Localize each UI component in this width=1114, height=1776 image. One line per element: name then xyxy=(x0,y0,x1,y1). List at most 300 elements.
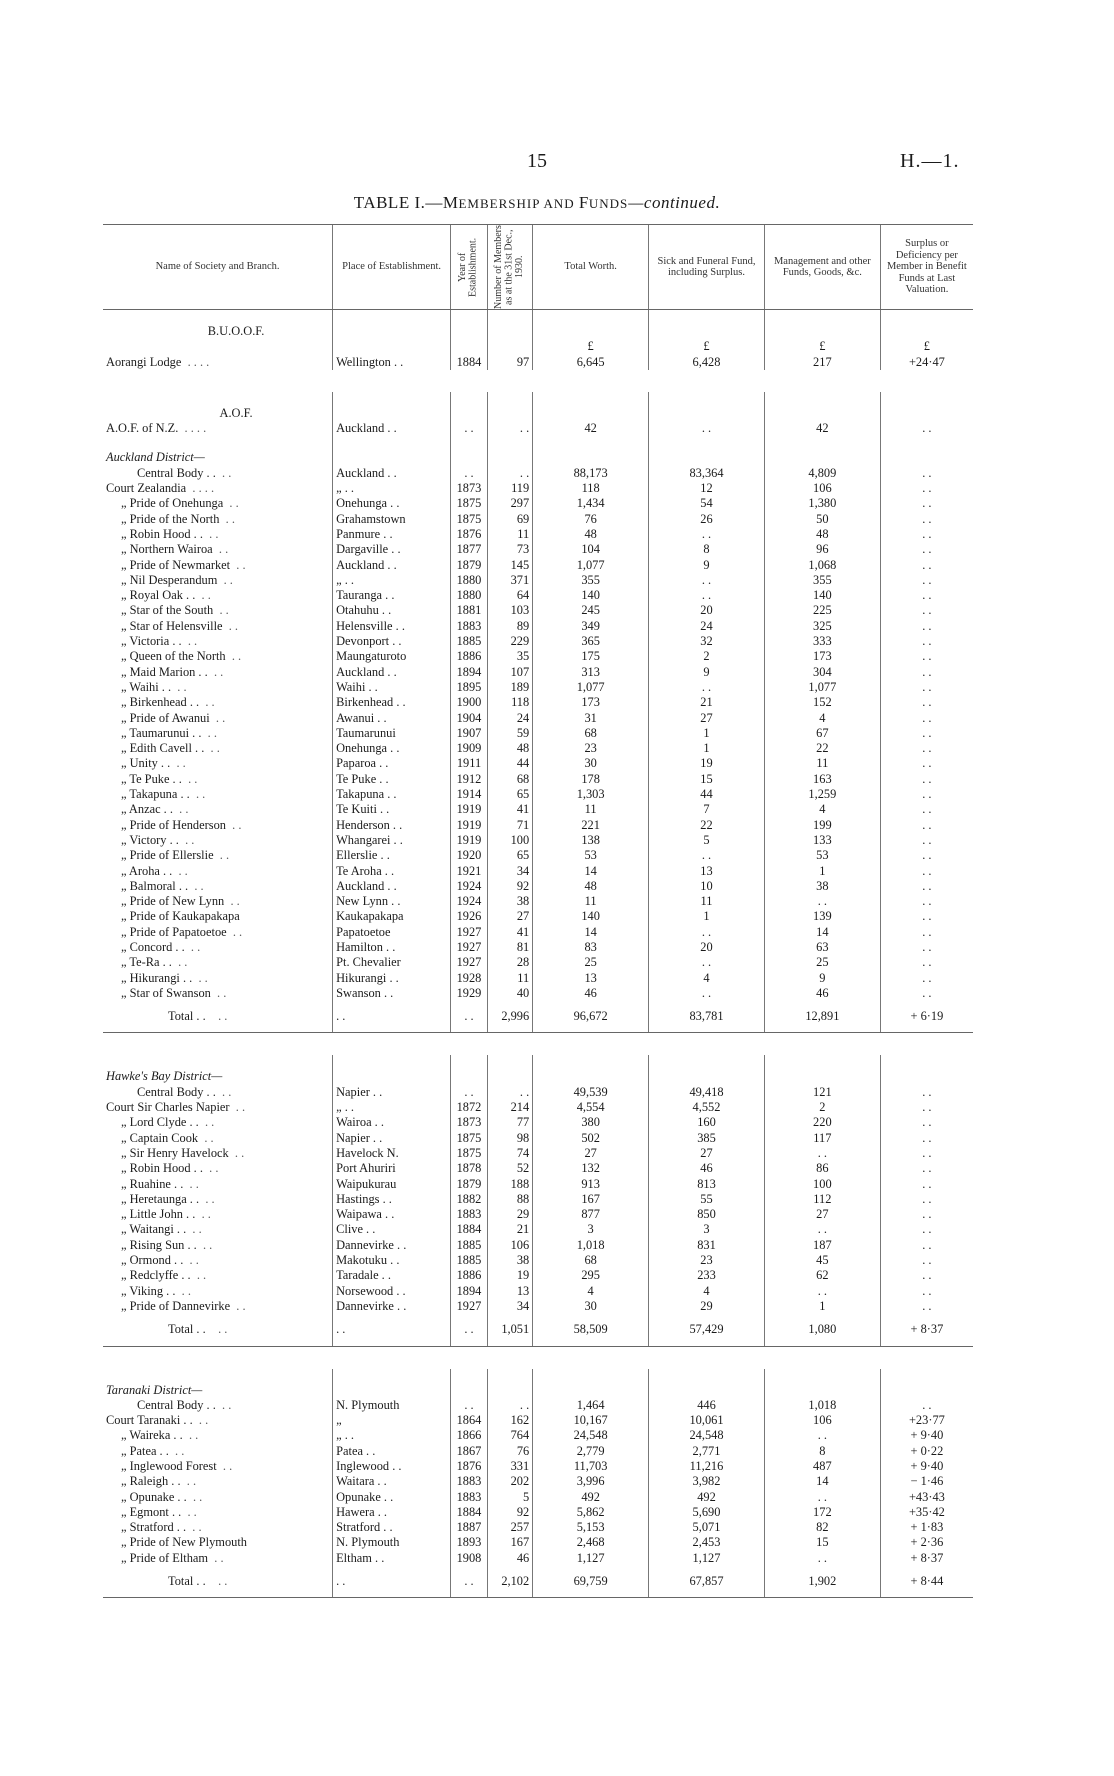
cell-mgmt: 4,809 xyxy=(764,466,880,481)
cell-sick: 9 xyxy=(649,665,765,680)
cell-worth: 1,127 xyxy=(533,1551,649,1566)
cell-mgmt: 14 xyxy=(764,925,880,940)
cell-place: Clive . . xyxy=(333,1222,451,1237)
cell-worth: 140 xyxy=(533,909,649,924)
cell-year: 1866 xyxy=(451,1428,488,1443)
leader-dots: . . xyxy=(198,970,208,985)
total-row xyxy=(103,1001,973,1033)
leader-dots: . . xyxy=(209,1161,219,1176)
cell-sick: 8 xyxy=(649,542,765,557)
table-title xyxy=(0,193,1074,213)
cell-worth: 4 xyxy=(533,1284,649,1299)
cell-place: Te Puke . . xyxy=(333,772,451,787)
cell-year: 1879 xyxy=(451,1177,488,1192)
header-place: Place of Establishment. xyxy=(333,225,451,310)
leader-dots: . . xyxy=(222,465,232,480)
cell-sick: 4 xyxy=(649,1284,765,1299)
branch-name-cell xyxy=(103,1238,333,1253)
table-row xyxy=(103,1299,973,1314)
cell-sick: 3 xyxy=(649,1222,765,1237)
cell-mgmt: 121 xyxy=(764,1085,880,1100)
cell-place: „ . . xyxy=(333,1100,451,1115)
district-heading-row xyxy=(103,436,973,465)
total-label: Total . . xyxy=(168,1009,206,1024)
total-members: 2,996 xyxy=(487,1001,532,1033)
cell-year: 1928 xyxy=(451,971,488,986)
cell-mgmt: 8 xyxy=(764,1444,880,1459)
cell-surplus: . . xyxy=(880,1146,973,1161)
cell-members: 52 xyxy=(487,1161,532,1176)
empty-cell xyxy=(487,1055,532,1084)
cell-year: 1885 xyxy=(451,1253,488,1268)
branch-name-cell xyxy=(103,496,333,511)
cell-surplus: +24·47 xyxy=(880,355,973,370)
cell-members: 11 xyxy=(487,971,532,986)
branch-name-cell xyxy=(103,1490,333,1505)
leader-dots: . . xyxy=(229,496,239,511)
branch-name: Captain Cook xyxy=(129,1130,199,1145)
empty-cell xyxy=(451,310,488,340)
table-row xyxy=(103,1115,973,1130)
table-row xyxy=(103,1131,973,1146)
cell-members: 214 xyxy=(487,1100,532,1115)
table-row xyxy=(103,894,973,909)
branch-prefix: „ xyxy=(121,1550,127,1565)
cell-members: 118 xyxy=(487,695,532,710)
empty-cell xyxy=(333,392,451,421)
cell-place: Swanson . . xyxy=(333,986,451,1001)
branch-prefix: „ xyxy=(121,802,127,817)
cell-surplus: . . xyxy=(880,848,973,863)
cell-year: 1920 xyxy=(451,848,488,863)
leader-dots: . . xyxy=(185,832,195,847)
leader-dots: . . xyxy=(228,618,239,633)
branch-prefix: „ xyxy=(121,588,127,603)
cell-sick: 9 xyxy=(649,558,765,573)
cell-place: Grahamstown xyxy=(333,512,451,527)
leader-dots: . . xyxy=(223,572,233,587)
empty-cell xyxy=(487,392,532,421)
branch-prefix: „ xyxy=(121,1130,127,1145)
branch-name: Victory . . xyxy=(129,832,179,847)
leader-dots: . . xyxy=(205,695,215,710)
cell-worth: 31 xyxy=(533,711,649,726)
cell-mgmt: 50 xyxy=(764,512,880,527)
cell-mgmt: 27 xyxy=(764,1207,880,1222)
branch-prefix: Court xyxy=(106,481,135,496)
leader-dots: . . . . xyxy=(184,421,207,436)
cell-surplus: + 0·22 xyxy=(880,1444,973,1459)
cell-sick: 22 xyxy=(649,818,765,833)
table-row xyxy=(103,1474,973,1489)
cell-worth: 877 xyxy=(533,1207,649,1222)
table-title-main: TABLE I.—M xyxy=(353,193,459,212)
cell-year: 1919 xyxy=(451,833,488,848)
branch-prefix: „ xyxy=(121,1298,127,1313)
cell-surplus: . . xyxy=(880,772,973,787)
cell-sick: 2 xyxy=(649,649,765,664)
table-title-funds: UNDS xyxy=(588,196,629,211)
cell-place: Wairoa . . xyxy=(333,1115,451,1130)
table-row xyxy=(103,634,973,649)
branch-prefix: Court xyxy=(106,1100,135,1115)
cell-surplus: . . xyxy=(880,818,973,833)
branch-prefix: „ xyxy=(121,863,127,878)
branch-prefix: „ xyxy=(121,756,127,771)
branch-name: Anzac . . xyxy=(128,802,173,817)
branch-prefix: „ xyxy=(121,1176,127,1191)
cell-mgmt: 325 xyxy=(764,619,880,634)
cell-members: 29 xyxy=(487,1207,532,1222)
branch-prefix: „ xyxy=(121,618,127,633)
cell-mgmt: 38 xyxy=(764,879,880,894)
branch-name: Heretaunga . . xyxy=(129,1191,200,1206)
table-row xyxy=(103,787,973,802)
cell-sick: . . xyxy=(649,955,765,970)
branch-name: Zealandia xyxy=(137,481,187,496)
cell-worth: 48 xyxy=(533,879,649,894)
table-title-membership: EMBERSHIP AND xyxy=(458,196,579,211)
cell-surplus: . . xyxy=(880,558,973,573)
cell-sick: 13 xyxy=(649,864,765,879)
branch-name-cell xyxy=(103,1161,333,1176)
district-name: Taranaki District— xyxy=(106,1382,203,1397)
cell-year: 1885 xyxy=(451,1238,488,1253)
cell-year: 1883 xyxy=(451,1474,488,1489)
leader-dots: . . xyxy=(201,1207,211,1222)
cell-place: Paparoa . . xyxy=(333,756,451,771)
leader-dots: . . xyxy=(209,526,219,541)
branch-name: Pride of Papatoetoe xyxy=(129,924,227,939)
spacer-cell xyxy=(103,1346,973,1369)
cell-worth: 14 xyxy=(533,925,649,940)
empty-cell xyxy=(649,392,765,421)
cell-place: Hastings . . xyxy=(333,1192,451,1207)
table-row xyxy=(103,1428,973,1443)
cell-mgmt: 86 xyxy=(764,1161,880,1176)
cell-place: Auckland . . xyxy=(333,421,451,436)
branch-name: Taranaki . . xyxy=(137,1413,193,1428)
table-row xyxy=(103,1413,973,1428)
cell-year: 1926 xyxy=(451,909,488,924)
cell-year: 1872 xyxy=(451,1100,488,1115)
cell-year: 1875 xyxy=(451,496,488,511)
cell-year: 1875 xyxy=(451,512,488,527)
table-row xyxy=(103,940,973,955)
cell-surplus: . . xyxy=(880,726,973,741)
branch-name-cell xyxy=(103,879,333,894)
branch-name: Stratford . . xyxy=(129,1520,187,1535)
cell-sick: 4,552 xyxy=(649,1100,765,1115)
branch-prefix: „ xyxy=(121,1207,127,1222)
cell-place: Devonport . . xyxy=(333,634,451,649)
cell-worth: 380 xyxy=(533,1115,649,1130)
total-mgmt: 1,902 xyxy=(764,1566,880,1598)
cell-sick: 32 xyxy=(649,634,765,649)
cell-year: 1909 xyxy=(451,741,488,756)
cell-sick: 1 xyxy=(649,909,765,924)
cell-mgmt: 42 xyxy=(764,421,880,436)
cell-members: 119 xyxy=(487,481,532,496)
leader-dots: . . xyxy=(236,1298,246,1313)
cell-surplus: . . xyxy=(880,1284,973,1299)
cell-sick: 10 xyxy=(649,879,765,894)
branch-name: Birkenhead . . xyxy=(129,695,200,710)
cell-sick: 233 xyxy=(649,1268,765,1283)
cell-year: 1924 xyxy=(451,894,488,909)
cell-sick: 49,418 xyxy=(649,1085,765,1100)
cell-surplus: . . xyxy=(880,802,973,817)
cell-mgmt: 53 xyxy=(764,848,880,863)
branch-name-cell xyxy=(103,649,333,664)
cell-mgmt: 106 xyxy=(764,1413,880,1428)
cell-surplus: . . xyxy=(880,680,973,695)
branch-name: Te-Ra . . xyxy=(129,955,172,970)
empty-cell xyxy=(880,392,973,421)
branch-prefix: „ xyxy=(121,1443,127,1458)
leader-dots: . . xyxy=(190,939,201,954)
cell-year: 1885 xyxy=(451,634,488,649)
branch-prefix: „ xyxy=(121,725,127,740)
branch-name-cell xyxy=(103,588,333,603)
cell-sick: 27 xyxy=(649,1146,765,1161)
total-members: 1,051 xyxy=(487,1314,532,1346)
cell-members: 167 xyxy=(487,1535,532,1550)
branch-name: Star of Helensville xyxy=(129,618,223,633)
cell-sick: 26 xyxy=(649,512,765,527)
cell-sick: 11 xyxy=(649,894,765,909)
branch-name-cell xyxy=(103,1474,333,1489)
table-row xyxy=(103,421,973,436)
cell-sick: 1 xyxy=(649,741,765,756)
total-surplus: + 8·37 xyxy=(880,1314,973,1346)
cell-place: Opunake . . xyxy=(333,1490,451,1505)
cell-members: 11 xyxy=(487,527,532,542)
cell-year: 1873 xyxy=(451,481,488,496)
cell-sick: 6,428 xyxy=(649,355,765,370)
cell-mgmt: 62 xyxy=(764,1268,880,1283)
cell-place: N. Plymouth xyxy=(333,1535,451,1550)
cell-year: 1895 xyxy=(451,680,488,695)
empty-cell xyxy=(764,1055,880,1084)
cell-worth: 11 xyxy=(533,894,649,909)
cell-members: 41 xyxy=(487,802,532,817)
cell-sick: . . xyxy=(649,925,765,940)
branch-prefix: „ xyxy=(121,710,127,725)
cell-mgmt: 217 xyxy=(764,355,880,370)
header-sick-funeral: Sick and Funeral Fund, including Surplus. xyxy=(649,225,765,310)
cell-worth: 14 xyxy=(533,864,649,879)
cell-worth: 1,303 xyxy=(533,787,649,802)
empty-cell xyxy=(451,339,488,354)
cell-mgmt: 82 xyxy=(764,1520,880,1535)
cell-worth: 11 xyxy=(533,802,649,817)
branch-name-cell xyxy=(103,711,333,726)
cell-sick: 55 xyxy=(649,1192,765,1207)
cell-members: 65 xyxy=(487,848,532,863)
branch-name-cell xyxy=(103,1085,333,1100)
table-row xyxy=(103,925,973,940)
branch-name-cell xyxy=(103,1268,333,1283)
table-row xyxy=(103,1207,973,1222)
header-year xyxy=(451,225,488,310)
cell-sick: 19 xyxy=(649,756,765,771)
table-row xyxy=(103,603,973,618)
leader-dots: . . xyxy=(219,848,230,863)
cell-place: Tauranga . . xyxy=(333,588,451,603)
branch-name-cell xyxy=(103,1413,333,1428)
branch-name-cell xyxy=(103,925,333,940)
empty-cell xyxy=(649,436,765,465)
leader-dots: . . xyxy=(213,664,224,679)
cell-worth: 49,539 xyxy=(533,1085,649,1100)
cell-sick: 21 xyxy=(649,695,765,710)
cell-members: 89 xyxy=(487,619,532,634)
cell-mgmt: 163 xyxy=(764,772,880,787)
cell-place: Kaukapakapa xyxy=(333,909,451,924)
cell-surplus: . . xyxy=(880,573,973,588)
table-row xyxy=(103,512,973,527)
leader-dots: . . xyxy=(186,1474,197,1489)
leader-dots: . . xyxy=(219,603,229,618)
cell-members: 145 xyxy=(487,558,532,573)
cell-members: 34 xyxy=(487,1299,532,1314)
empty-cell xyxy=(333,339,451,354)
empty-cell xyxy=(103,339,333,354)
cell-sick: 15 xyxy=(649,772,765,787)
cell-sick: 24,548 xyxy=(649,1428,765,1443)
branch-prefix: „ xyxy=(121,924,127,939)
header-members xyxy=(487,225,532,310)
leader-dots: . . xyxy=(179,802,189,817)
cell-worth: 365 xyxy=(533,634,649,649)
cell-worth: 1,077 xyxy=(533,558,649,573)
cell-place: Eltham . . xyxy=(333,1551,451,1566)
leader-dots: . . xyxy=(189,1253,199,1268)
cell-members: 68 xyxy=(487,772,532,787)
cell-members: 21 xyxy=(487,1222,532,1237)
cell-surplus: . . xyxy=(880,588,973,603)
leader-dots: . . xyxy=(210,741,220,756)
cell-worth: 4,554 xyxy=(533,1100,649,1115)
branch-prefix: „ xyxy=(121,878,127,893)
cell-worth: 24,548 xyxy=(533,1428,649,1443)
table-row xyxy=(103,772,973,787)
branch-name: Pride of Eltham xyxy=(129,1550,209,1565)
branch-name: Taumarunui . . xyxy=(129,725,202,740)
branch-name: Raleigh . . xyxy=(129,1474,181,1489)
branch-name: Concord . . xyxy=(129,939,185,954)
cell-surplus: + 9·40 xyxy=(880,1428,973,1443)
branch-name-cell xyxy=(103,848,333,863)
cell-worth: 118 xyxy=(533,481,649,496)
cell-year: . . xyxy=(451,421,488,436)
cell-mgmt: 100 xyxy=(764,1177,880,1192)
total-place: . . xyxy=(333,1001,451,1033)
cell-members: 297 xyxy=(487,496,532,511)
cell-surplus: . . xyxy=(880,894,973,909)
cell-worth: 3,996 xyxy=(533,1474,649,1489)
leader-dots: . . xyxy=(225,511,235,526)
total-members: 2,102 xyxy=(487,1566,532,1598)
branch-name: Sir Henry Havelock xyxy=(129,1145,229,1160)
leader-dots: . . xyxy=(214,1550,224,1565)
cell-members: 92 xyxy=(487,1505,532,1520)
branch-name: Hikurangi . . xyxy=(129,970,193,985)
cell-members: . . xyxy=(487,466,532,481)
cell-sick: 10,061 xyxy=(649,1413,765,1428)
cell-mgmt: . . xyxy=(764,1428,880,1443)
branch-name: Balmoral . . xyxy=(129,878,189,893)
cell-worth: 245 xyxy=(533,603,649,618)
cell-place: Taumarunui xyxy=(333,726,451,741)
branch-prefix: „ xyxy=(121,1489,127,1504)
empty-cell xyxy=(880,310,973,340)
cell-place: Inglewood . . xyxy=(333,1459,451,1474)
table-row xyxy=(103,971,973,986)
cell-mgmt: 487 xyxy=(764,1459,880,1474)
leader-dots: . . xyxy=(188,1428,199,1443)
cell-members: 229 xyxy=(487,634,532,649)
cell-members: . . xyxy=(487,1398,532,1413)
branch-name-cell xyxy=(103,421,333,436)
leader-dots: . . xyxy=(204,1130,214,1145)
branch-name-cell xyxy=(103,1253,333,1268)
table-row xyxy=(103,833,973,848)
empty-cell xyxy=(333,436,451,465)
cell-mgmt: 1,259 xyxy=(764,787,880,802)
cell-sick: 83,364 xyxy=(649,466,765,481)
page-number: 15 xyxy=(527,150,547,172)
district-name: Hawke's Bay District— xyxy=(106,1069,223,1084)
cell-surplus: . . xyxy=(880,619,973,634)
cell-place: Port Ahuriri xyxy=(333,1161,451,1176)
branch-prefix: „ xyxy=(121,1161,127,1176)
branch-name: Waireka . . xyxy=(129,1428,183,1443)
cell-worth: 27 xyxy=(533,1146,649,1161)
cell-mgmt: 333 xyxy=(764,634,880,649)
total-mgmt: 12,891 xyxy=(764,1001,880,1033)
cell-members: 98 xyxy=(487,1131,532,1146)
leader-dots: . . xyxy=(175,1443,185,1458)
branch-name-cell xyxy=(103,1535,333,1550)
currency-unit-row xyxy=(103,339,973,354)
cell-mgmt: 173 xyxy=(764,649,880,664)
cell-place: Papatoetoe xyxy=(333,925,451,940)
branch-name: Pride of Henderson xyxy=(129,817,226,832)
branch-name: Inglewood Forest xyxy=(129,1459,217,1473)
table-row xyxy=(103,466,973,481)
branch-prefix: „ xyxy=(121,1191,127,1206)
currency-unit-surplus: £ xyxy=(880,339,973,354)
branch-name: Star of the South xyxy=(129,603,214,618)
leader-dots: . . xyxy=(187,634,198,649)
empty-cell xyxy=(880,1055,973,1084)
cell-sick: . . xyxy=(649,421,765,436)
cell-sick: . . xyxy=(649,527,765,542)
cell-place: Hikurangi . . xyxy=(333,971,451,986)
total-label-cell xyxy=(103,1314,333,1346)
branch-name-cell xyxy=(103,603,333,618)
cell-worth: 68 xyxy=(533,726,649,741)
header-total-worth: Total Worth. xyxy=(533,225,649,310)
cell-members: 764 xyxy=(487,1428,532,1443)
cell-place: „ xyxy=(333,1413,451,1428)
cell-members: 34 xyxy=(487,864,532,879)
cell-sick: 2,453 xyxy=(649,1535,765,1550)
cell-worth: 132 xyxy=(533,1161,649,1176)
table-row xyxy=(103,665,973,680)
